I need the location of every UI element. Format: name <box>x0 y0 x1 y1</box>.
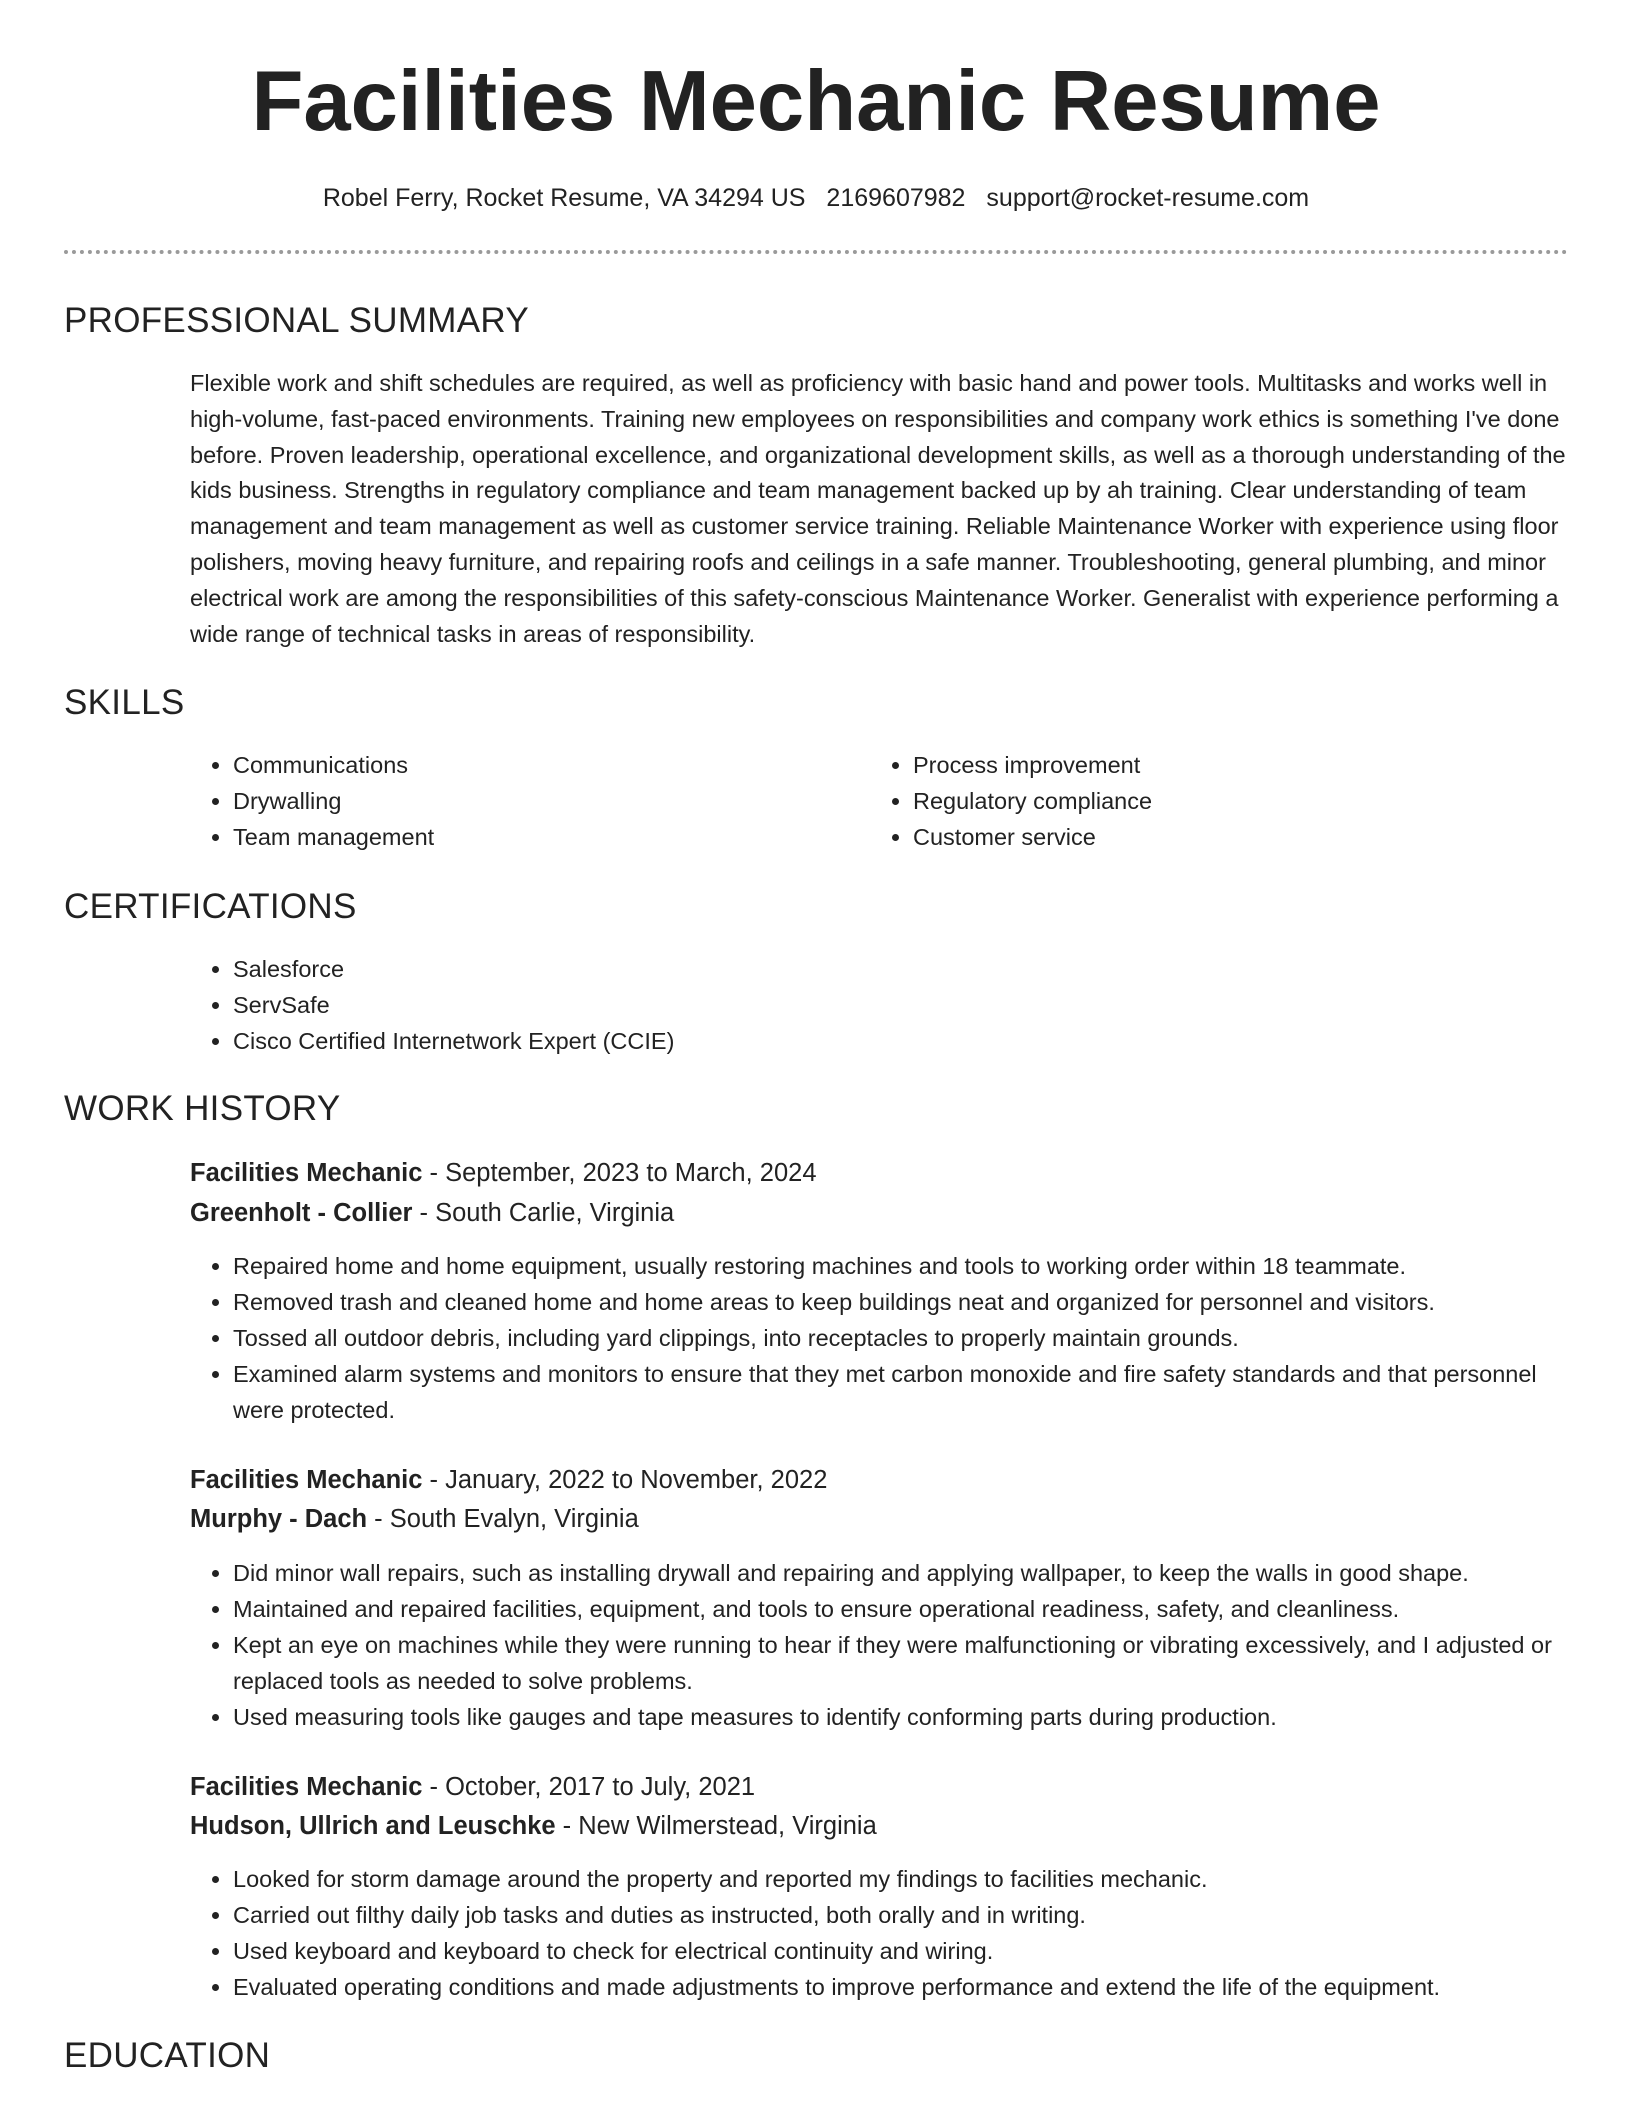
list-item: • Repaired home and home equipment, usually restoring machines and tools to working order within 18 teammate. <box>233 1248 1573 1284</box>
list-item: • Did minor wall repairs, such as installing drywall and repairing and applying wallpaper, to keep the walls in good shape. <box>233 1555 1593 1591</box>
job-title: Facilities Mechanic <box>190 1159 423 1187</box>
contact-address: Robel Ferry, Rocket Resume, VA 34294 US <box>322 184 806 212</box>
list-item: • Team management <box>233 819 833 855</box>
contact-email: support@rocket-resume.com <box>986 184 1310 212</box>
job-company-line <box>190 1500 639 1538</box>
job-title: Facilities Mechanic <box>190 1466 423 1494</box>
education-heading: EDUCATION <box>64 2036 271 2075</box>
list-item: • Kept an eye on machines while they were running to hear if they were malfunctioning or vibrating excessively, and I adjusted or replaced tools as needed to solve problems. <box>233 1627 1593 1699</box>
job-location: - New Wilmerstead, Virginia <box>555 1812 877 1840</box>
job-bullets <box>190 1555 1593 1735</box>
list-item: • Evaluated operating conditions and made adjustments to improve performance and extend the life of the equipment. <box>233 1969 1593 2005</box>
contact-phone: 2169607982 <box>826 184 966 212</box>
list-item: • Examined alarm systems and monitors to ensure that they met carbon monoxide and fire safety standards and that personnel were protected. <box>233 1356 1573 1428</box>
job-location: - South Evalyn, Virginia <box>367 1505 639 1533</box>
job-title-line <box>190 1768 755 1806</box>
certifications-list <box>190 951 1533 1059</box>
list-item: • Customer service <box>913 819 1513 855</box>
list-item: • Used keyboard and keyboard to check for electrical continuity and wiring. <box>233 1933 1593 1969</box>
summary-heading: PROFESSIONAL SUMMARY <box>64 301 529 340</box>
job-company-line <box>190 1807 877 1845</box>
list-item: • Drywalling <box>233 783 833 819</box>
job-title: Facilities Mechanic <box>190 1773 423 1801</box>
job-company: Hudson, Ullrich and Leuschke <box>190 1812 556 1840</box>
certifications-heading: CERTIFICATIONS <box>64 887 357 926</box>
job-dates: - October, 2017 to July, 2021 <box>422 1773 756 1801</box>
list-item: • ServSafe <box>233 987 1533 1023</box>
list-item: • Tossed all outdoor debris, including yard clippings, into receptacles to properly maintain grounds. <box>233 1320 1573 1356</box>
job-company-line <box>190 1194 674 1232</box>
work-history-heading: WORK HISTORY <box>64 1089 341 1128</box>
list-item: • Process improvement <box>913 747 1513 783</box>
list-item: • Carried out filthy daily job tasks and duties as instructed, both orally and in writing. <box>233 1897 1593 1933</box>
list-item: • Communications <box>233 747 833 783</box>
job-company: Greenholt - Collier <box>190 1199 413 1227</box>
list-item: • Removed trash and cleaned home and home areas to keep buildings neat and organized for personnel and visitors. <box>233 1284 1573 1320</box>
skills-list-left <box>190 747 833 855</box>
list-item: • Looked for storm damage around the property and reported my findings to facilities mechanic. <box>233 1861 1593 1897</box>
list-item: • Regulatory compliance <box>913 783 1513 819</box>
skills-list-right <box>870 747 1513 855</box>
list-item: • Used measuring tools like gauges and tape measures to identify conforming parts during production. <box>233 1699 1593 1735</box>
job-bullets <box>190 1861 1593 2005</box>
header-divider <box>64 250 1568 254</box>
job-company: Murphy - Dach <box>190 1505 368 1533</box>
job-bullets <box>190 1248 1573 1428</box>
job-title-line <box>190 1461 827 1499</box>
job-dates: - January, 2022 to November, 2022 <box>422 1466 828 1494</box>
job-dates: - September, 2023 to March, 2024 <box>422 1159 817 1187</box>
list-item: • Maintained and repaired facilities, equipment, and tools to ensure operational readiness, safety, and cleanliness. <box>233 1591 1593 1627</box>
job-title-line <box>190 1154 817 1192</box>
job-location: - South Carlie, Virginia <box>412 1199 675 1227</box>
skills-heading: SKILLS <box>64 683 185 722</box>
list-item: • Salesforce <box>233 951 1533 987</box>
contact-line <box>0 180 1632 216</box>
page-title: Facilities Mechanic Resume <box>251 54 1381 149</box>
list-item: • Cisco Certified Internetwork Expert (CCIE) <box>233 1023 1533 1059</box>
summary-text: Flexible work and shift schedules are required, as well as proficiency with basic hand and power tools. Multitasks and works well in high-volume, fast-paced environments. Training new employees on responsibilities and company work ethics is something I've done before. Proven leadership, operational excellence, and organizational development skills, as well as a thorough understanding of the kids business. Strengths in regulatory compliance and team management backed up by ah training. Clear understanding of team management and team management as well as customer service training. Reliable Maintenance Worker with experience using floor polishers, moving heavy furniture, and repairing roofs and ceilings in a safe manner. Troubleshooting, general plumbing, and minor electrical work are among the responsibilities of this safety-conscious Maintenance Worker. Generalist with experience performing a wide range of technical tasks in areas of responsibility. <box>190 370 1566 647</box>
